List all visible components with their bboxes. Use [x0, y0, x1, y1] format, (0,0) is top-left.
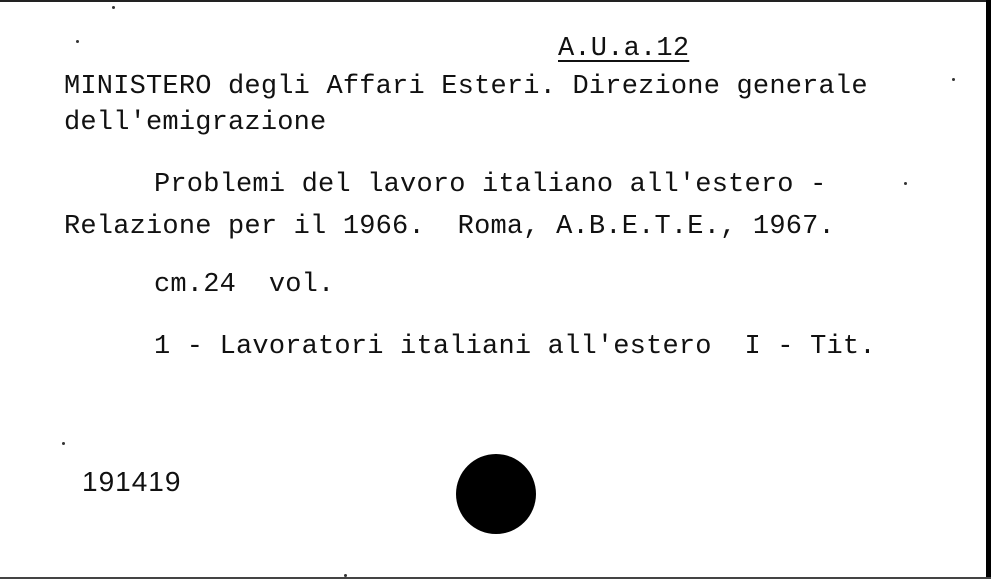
- inventory-number: 191419: [82, 466, 182, 497]
- card-right-edge: [986, 0, 991, 579]
- card-top-edge: [0, 0, 991, 2]
- heading-line-2: dell'emigrazione: [64, 108, 327, 138]
- title-line-1: Problemi del lavoro italiano all'estero -: [154, 170, 827, 200]
- collation: cm.24 vol.: [154, 270, 335, 300]
- scan-speck: [112, 6, 115, 9]
- title-line-2: Relazione per il 1966. Roma, A.B.E.T.E., 1967.: [64, 212, 835, 242]
- scan-speck: [62, 442, 65, 445]
- subject-tracing: 1 - Lavoratori italiani all'estero I - Tit.: [154, 332, 876, 362]
- punch-hole-icon: [456, 454, 536, 534]
- heading-line-1: MINISTERO degli Affari Esteri. Direzione generale: [64, 72, 868, 102]
- scan-speck: [344, 574, 347, 577]
- scan-speck: [904, 182, 907, 185]
- scan-speck: [952, 78, 955, 81]
- call-number: A.U.a.12: [558, 34, 690, 64]
- scan-speck: [76, 40, 79, 43]
